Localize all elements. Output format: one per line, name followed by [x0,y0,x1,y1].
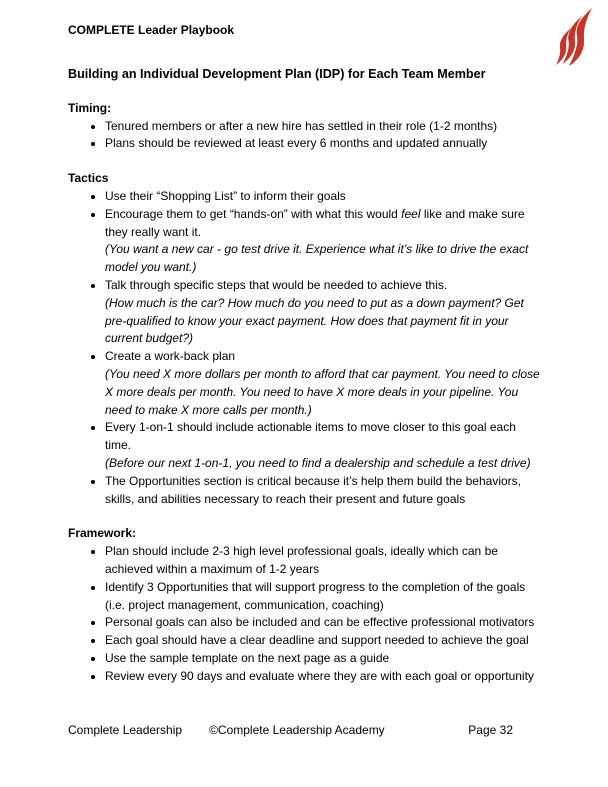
section-timing [68,100,545,153]
list-item [105,668,545,686]
bullet-text: Encourage them to get “hands-on” with what this would [105,206,402,221]
document-header [68,22,545,40]
bullet-text: like and make sure they really want it. [105,206,525,239]
page-title: Building an Individual Development Plan (IDP) for Each Team Member [68,66,486,81]
bullet-text: The Opportunities section is critical because it’s help them build the behaviors, skills, and abilities necessary to reach their present and future goals [105,473,521,506]
bullet-note: (How much is the car? How much do you need to put as a down payment? Get pre‑qualified to know your exact payment. How does that payment fit in your current budget?) [105,295,524,346]
section-tactics [68,170,545,508]
tactics-bullet-list [68,188,545,508]
tactics-heading: Tactics [68,171,109,186]
bullet-text: Use their “Shopping List” to inform their goals [105,188,346,203]
bullet-text: Create a work-back plan [105,349,236,364]
list-item [105,473,545,509]
list-item [105,419,545,472]
framework-heading: Framework: [68,526,137,541]
list-item [105,277,545,348]
footer-copyright-text: ©Complete Leadership Academy [209,723,385,737]
list-item [105,614,545,632]
section-framework [68,525,545,685]
document-header-text: COMPLETE Leader Playbook [68,23,235,37]
list-item [105,135,545,153]
bullet-text: Every 1-on-1 should include actionable items to move closer to this goal each time. [105,420,516,453]
bullet-text: Identify 3 Opportunities that will support progress to the completion of the goals (i.e. project management, communication, coaching) [105,579,526,612]
list-item [105,188,545,206]
list-item [105,206,545,277]
bullet-text-emphasis: feel [401,206,421,221]
bullet-text: Tenured members or after a new hire has settled in their role (1-2 months) [105,118,498,133]
bullet-text: Talk through specific steps that would be needed to achieve this. [105,277,448,292]
timing-heading: Timing: [68,100,112,115]
page-footer [68,722,548,740]
bullet-text: Plans should be reviewed at least every 6 months and updated annually [105,136,488,151]
bullet-note: (Before our next 1-on-1, you need to find a dealership and schedule a test drive) [105,455,531,470]
bullet-text: Review every 90 days and evaluate where they are with each goal or opportunity [105,668,534,683]
bullet-text: Use the sample template on the next page as a guide [105,650,390,665]
bullet-text: Personal goals can also be included and can be effective professional motivators [105,615,535,630]
footer-left-text: Complete Leadership [68,723,183,737]
framework-bullet-list [68,543,545,685]
footer-page-number: Page 32 [468,723,513,737]
list-item [105,543,545,579]
flame-logo-icon [554,8,598,70]
list-item [105,348,545,419]
list-item [105,579,545,615]
timing-bullet-list [68,118,545,154]
list-item [105,632,545,650]
bullet-text: Each goal should have a clear deadline and support needed to achieve the goal [105,633,529,648]
list-item [105,650,545,668]
bullet-note: (You need X more dollars per month to afford that car payment. You need to close X more deals per month. You need to have X more deals in your pipeline. You need to make X more calls per month.) [105,366,540,417]
bullet-text: Plan should include 2-3 high level professional goals, ideally which can be achieved within a maximum of 1-2 years [105,544,498,576]
list-item [105,118,545,136]
bullet-note: (You want a new car - go test drive it. Experience what it’s like to drive the exact model you want.) [105,242,529,275]
